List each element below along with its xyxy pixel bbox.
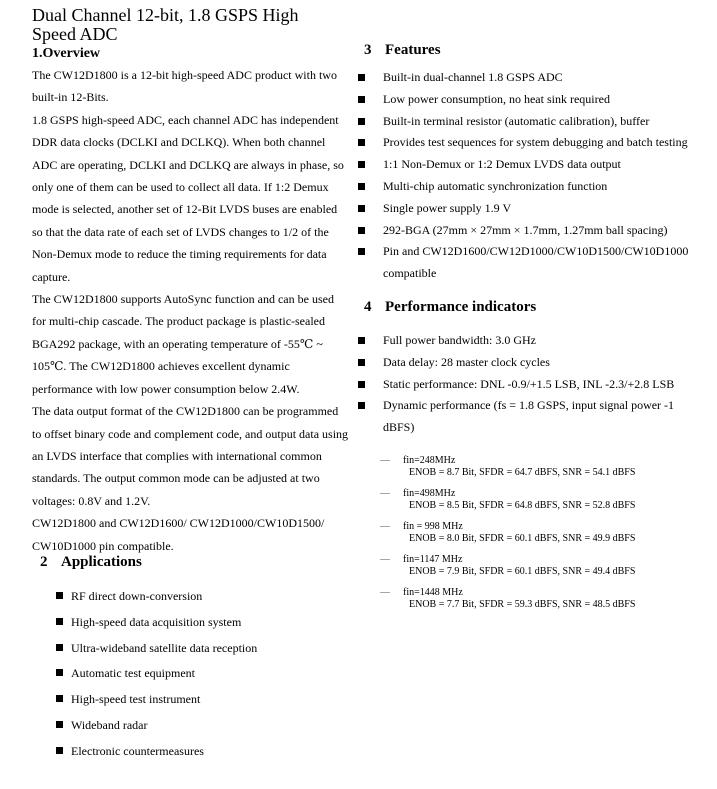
list-item-text: Wideband radar [71,717,148,732]
bullet-icon [358,381,365,388]
bullet-icon [358,248,365,255]
dynamic-item [356,455,696,479]
list-item-text: RF direct down-conversion [71,589,203,603]
list-item-text: Pin and CW12D1600/CW12D1000/CW10D1500/CW10D1000 compatible [383,244,689,281]
list-item-text: Ultra-wideband satellite data reception [71,640,258,655]
section-title: Performance indicators [385,298,537,315]
bullet-icon [358,402,365,409]
overview-body [32,64,350,557]
list-item [356,352,696,374]
list-item-text: Automatic test equipment [71,666,195,681]
section-title: Features [385,42,441,58]
list-item [356,111,696,133]
list-item-text: Electronic countermeasures [71,743,204,758]
dash-icon: — [380,586,390,598]
list-item [56,641,257,667]
overview-paragraph: The CW12D1800 is a 12-bit high-speed ADC product with two built-in 12-Bits. [32,68,337,105]
list-item [56,744,257,770]
overview-paragraph: The CW12D1800 supports AutoSync function and can be used for multi-chip cascade. The product package is plastic-sealed BGA292 package, with an operating temperature of -55℃ ~ 105℃. The CW12D1800 achieves excellent dynamic performance with low power consumption below 2.4W. [32,292,334,396]
overview-paragraph: The data output format of the CW12D1800 can be programmed to offset binary code and complement code, and output data using an LVDS interface that complies with international common standards. The output common mode can be adjusted at two voltages: 0.8V and 1.2V. [32,404,349,508]
bullet-icon [358,205,365,212]
list-item-text: Provides test sequences for system debugging and batch testing [383,135,688,150]
list-item [356,132,696,154]
list-item [356,241,696,285]
input-frequency: fin=248MHz [403,454,456,466]
input-frequency: fin=498MHz [403,487,456,499]
bullet-icon [56,644,63,651]
list-item [356,395,696,439]
features-heading [364,42,696,59]
document-title: Dual Channel 12-bit, 1.8 GSPS High Speed ADC [32,5,299,44]
metrics-text: ENOB = 8.0 Bit, SFDR = 60.1 dBFS, SNR = 49.9 dBFS [409,532,636,544]
bullet-icon [56,669,63,676]
list-item-text: Single power supply 1.9 V [383,200,512,215]
list-item [56,692,257,718]
dynamic-item [356,554,696,578]
section-number: 4 [364,298,372,315]
bullet-icon [358,337,365,344]
overview-paragraph: CW12D1800 and CW12D1600/ CW12D1000/CW10D1500/ CW10D1000 pin compatible. [32,516,325,553]
features-list [356,67,696,285]
section-number: 3 [364,42,372,58]
bullet-icon [358,227,365,234]
list-item [356,176,696,198]
list-item-text: 1:1 Non-Demux or 1:2 Demux LVDS data output [383,157,621,172]
input-frequency: fin = 998 MHz [403,520,463,532]
overview-heading: 1.Overview [32,46,101,61]
bullet-icon [358,118,365,125]
bullet-icon [358,161,365,168]
list-item [356,374,696,396]
list-item-text: 292-BGA (27mm × 27mm × 1.7mm, 1.27mm ball spacing) [383,222,668,237]
applications-section [40,554,257,770]
section-number: 2 [40,554,48,570]
dash-icon: — [380,454,390,466]
list-item [356,330,696,352]
applications-list [56,589,257,770]
list-item [356,220,696,242]
list-item-text: Multi-chip automatic synchronization function [383,178,608,193]
bullet-icon [56,747,63,754]
dynamic-item [356,488,696,512]
bullet-icon [358,139,365,146]
dash-icon: — [380,487,390,499]
list-item [356,154,696,176]
right-column [356,42,696,620]
dynamic-item [356,521,696,545]
input-frequency: fin=1147 MHz [403,553,463,565]
bullet-icon [358,96,365,103]
bullet-icon [56,721,63,728]
list-item [356,67,696,89]
dynamic-performance-list [356,455,696,611]
list-item-text: Full power bandwidth: 3.0 GHz [383,332,536,347]
list-item [56,666,257,692]
bullet-icon [358,359,365,366]
dash-icon: — [380,520,390,532]
metrics-text: ENOB = 8.7 Bit, SFDR = 64.7 dBFS, SNR = 54.1 dBFS [409,466,636,478]
metrics-text: ENOB = 8.5 Bit, SFDR = 64.8 dBFS, SNR = 52.8 dBFS [409,499,636,511]
bullet-icon [358,74,365,81]
dynamic-item [356,587,696,611]
dash-icon: — [380,553,390,565]
list-item-text: Built-in terminal resistor (automatic calibration), buffer [383,113,650,128]
overview-section [32,46,350,557]
bullet-icon [56,592,63,599]
list-item [356,198,696,220]
list-item [56,615,257,641]
list-item [56,589,257,615]
performance-list [356,330,696,439]
metrics-text: ENOB = 7.7 Bit, SFDR = 59.3 dBFS, SNR = 48.5 dBFS [409,598,636,610]
list-item-text: Dynamic performance (fs = 1.8 GSPS, input signal power -1 dBFS) [383,398,675,435]
list-item-text: High-speed test instrument [71,692,201,707]
bullet-icon [56,695,63,702]
bullet-icon [358,183,365,190]
overview-paragraph: 1.8 GSPS high-speed ADC, each channel ADC has independent DDR data clocks (DCLKI and DCLKQ). When both channel ADC are operating, DCLKI and DCLKQ are always in phase, so only one of them can be used to collect all data. If 1:2 Demux mode is selected, another set of 12-Bit LVDS buses are enabled so that the data rate of each set of LVDS changes to 1/2 of the Non-Demux mode to reduce the timing requirements for data capture. [32,112,344,284]
section-title: Applications [61,554,142,570]
list-item-text: Static performance: DNL -0.9/+1.5 LSB, INL -2.3/+2.8 LSB [383,376,675,391]
metrics-text: ENOB = 7.9 Bit, SFDR = 60.1 dBFS, SNR = 49.4 dBFS [409,565,636,577]
list-item-text: Built-in dual-channel 1.8 GSPS ADC [383,70,563,84]
list-item-text: Low power consumption, no heat sink required [383,91,610,106]
list-item-text: Data delay: 28 master clock cycles [383,354,550,369]
input-frequency: fin=1448 MHz [403,586,463,598]
list-item [56,718,257,744]
list-item-text: High-speed data acquisition system [71,614,242,629]
performance-heading [364,299,696,316]
applications-heading [40,554,257,571]
list-item [356,89,696,111]
bullet-icon [56,618,63,625]
